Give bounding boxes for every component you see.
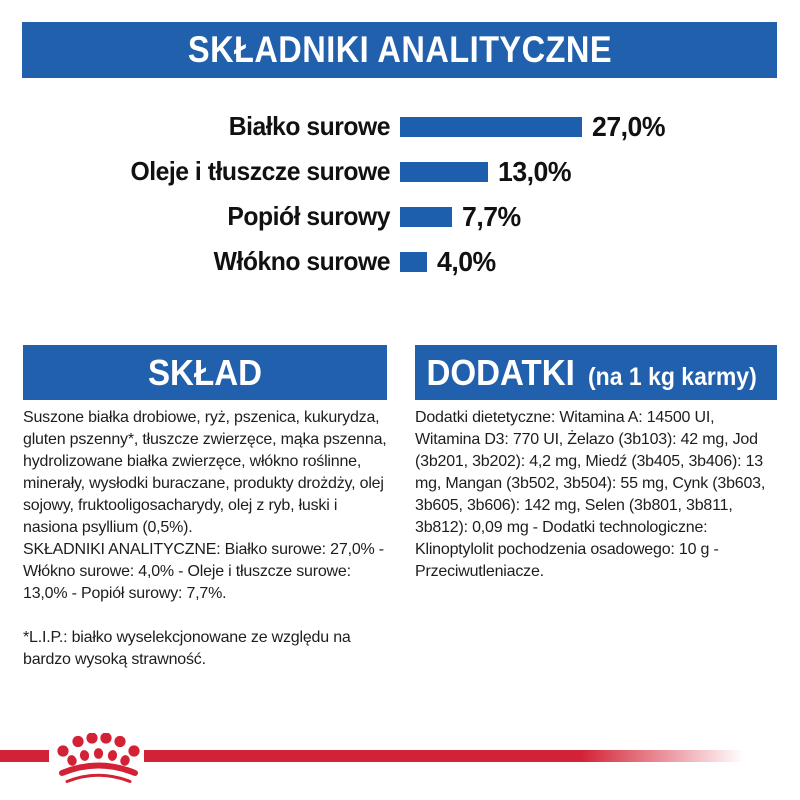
composition-analytics-line: SKŁADNIKI ANALITYCZNE: Białko surowe: 27,0% - Włókno surowe: 4,0% - Oleje i tłuszcze surowe: 13,0% - Popiół surowy: 7,7%. xyxy=(23,541,384,602)
chart-bar xyxy=(400,252,427,272)
lip-footnote: *L.I.P.: białko wyselekcjonowane ze względu na bardzo wysoką strawność. xyxy=(23,629,351,668)
chart-row-ash xyxy=(0,194,800,239)
chart-row-label: Włókno surowe xyxy=(213,246,390,276)
additives-text-block xyxy=(415,407,781,583)
brand-line-right xyxy=(144,750,750,762)
brand-line-left xyxy=(0,750,49,762)
nutrient-bar-chart xyxy=(0,104,800,284)
chart-row-label: Popiół surowy xyxy=(227,201,390,231)
additives-text: Dodatki dietetyczne: Witamina A: 14500 UI, Witamina D3: 770 UI, Żelazo (3b103): 42 mg, Jod (3b201, 3b202): 4,2 mg, Miedź (3b405, 3b406): 13 mg, Mangan (3b502, 3b504): 55 mg, Cynk (3b603, 3b605, 3b606): 142 mg, Selen (3b801, 3b811, 3b812): 0,09 mg - Dodatki technologiczne: Klinoptylolit pochodzenia osadowego: 10 g - Przeciwutleniacze. xyxy=(415,409,766,580)
composition-header xyxy=(23,345,387,400)
chart-row-fats xyxy=(0,149,800,194)
composition-text-block xyxy=(23,407,395,671)
chart-bar xyxy=(400,162,488,182)
chart-bar xyxy=(400,117,582,137)
analytical-components-header xyxy=(22,22,777,78)
additives-header xyxy=(415,345,777,400)
chart-row-protein xyxy=(0,104,800,149)
analytical-components-title: SKŁADNIKI ANALITYCZNE xyxy=(187,29,612,70)
additives-subtitle: (na 1 kg karmy) xyxy=(588,363,758,391)
composition-ingredients: Suszone białka drobiowe, ryż, pszenica, kukurydza, gluten pszenny*, tłuszcze zwierzęce, mąka pszenna, hydrolizowane białka zwierzęce, włókno roślinne, minerały, wysłodki buraczane, produkty drożdży, olej sojowy, fruktooligosacharydy, olej z ryb, łuski i nasiona psyllium (0,5%). xyxy=(23,409,387,536)
chart-row-value: 4,0% xyxy=(437,245,496,277)
additives-title: DODATKI xyxy=(426,352,575,393)
chart-row-label: Białko surowe xyxy=(228,111,390,141)
chart-row-value: 27,0% xyxy=(592,110,666,142)
composition-title: SKŁAD xyxy=(147,352,263,393)
chart-bar xyxy=(400,207,452,227)
chart-row-label: Oleje i tłuszcze surowe xyxy=(130,156,390,186)
chart-row-fibre xyxy=(0,239,800,284)
royal-canin-crown-icon xyxy=(48,733,150,785)
chart-row-value: 7,7% xyxy=(462,200,521,232)
chart-row-value: 13,0% xyxy=(498,155,572,187)
